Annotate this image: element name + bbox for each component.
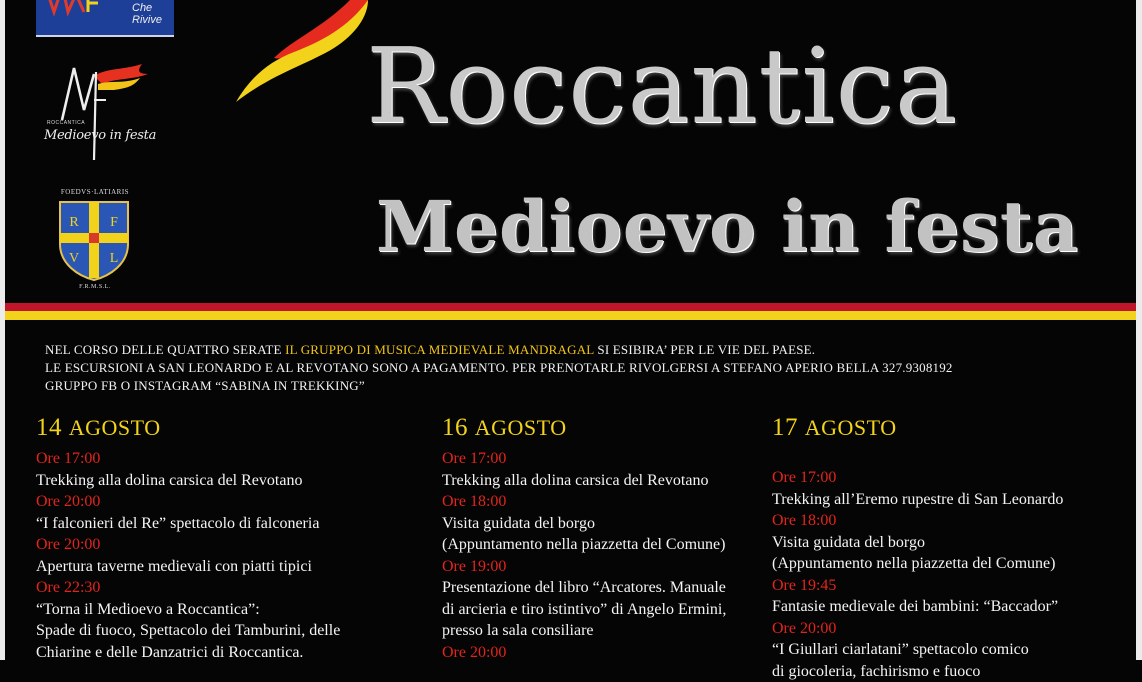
logo-script-text: Medioevo in festa (44, 128, 157, 143)
event-description: Fantasie medievale dei bambini: “Baccador” (772, 598, 1059, 615)
notice-line-2: LE ESCURSIONI A SAN LEONARDO E AL REVOTANO SONO A PAGAMENTO. PER PRENOTARLE RIVOLGERSI A STEFANO APERIO BELLA 327.9308192 (45, 360, 953, 375)
event-description: Visita guidata del borgo (Appuntamento nella piazzetta del Comune) (442, 514, 726, 553)
event-time: Ore 18:00 (442, 493, 507, 510)
medioevo-festa-logo-icon (44, 60, 156, 170)
event-time: Ore 19:45 (772, 576, 837, 594)
frame-edge-right (1136, 0, 1142, 660)
event-description: Visita guidata del borgo (Appuntamento nella piazzetta del Comune) (772, 533, 1056, 572)
event-time: Ore 20:00 (36, 536, 101, 553)
day-number: 16 (442, 414, 468, 441)
event-time: Ore 17:00 (442, 450, 507, 467)
notice-line-1 (45, 341, 1115, 359)
event-description: “I falconieri del Re” spettacolo di falconeria (36, 514, 320, 532)
event-time: Ore 17:00 (772, 469, 837, 486)
frame-edge-left (0, 0, 5, 660)
event-description: Presentazione del libro “Arcatores. Manuale di arcieria e tiro istintivo” di Angelo Ermini, presso la sala consiliare (442, 579, 727, 639)
event-time: Ore 17:00 (36, 450, 101, 467)
event-description: Trekking alla dolina carsica del Revotano (36, 471, 303, 489)
notice-highlight: IL GRUPPO DI MUSICA MEDIEVALE MANDRAGAL (285, 342, 594, 357)
event-time: Ore 18:00 (772, 512, 837, 529)
event-time: Ore 22:30 (36, 579, 101, 596)
event-time: Ore 20:00 (36, 493, 101, 510)
event-time: Ore 20:00 (442, 643, 507, 661)
day-month: AGOSTO (68, 415, 161, 440)
badge-monogram-icon (44, 0, 100, 18)
event-time: Ore 19:00 (442, 557, 507, 575)
association-badge-logo (36, 0, 174, 37)
notice-line-1-pre: NEL CORSO DELLE QUATTRO SERATE (45, 342, 286, 357)
shield-crest-icon (58, 200, 130, 282)
logo-small-text: ROCCANTICA (47, 120, 86, 126)
shield-letter-v: V (68, 251, 80, 266)
event-subtitle: Medioevo in festa (376, 185, 1079, 268)
day-title (36, 408, 396, 448)
shield-letter-r: R (69, 215, 79, 230)
stripe-yellow (5, 311, 1136, 320)
event-description: “I Giullari ciarlatani” spettacolo comico di giocoleria, fachirismo e fuoco (772, 641, 1029, 680)
day-column-16 (442, 408, 802, 663)
day-number: 14 (36, 414, 62, 441)
event-description: Apertura taverne medievali con piatti tipici (36, 557, 312, 575)
day-number: 17 (772, 414, 798, 441)
event-time: Ore 20:00 (772, 619, 837, 637)
stripe-red (5, 303, 1136, 311)
flag-flame-icon (232, 0, 372, 104)
notice-line-3: GRUPPO FB O INSTAGRAM “SABINA IN TREKKING” (45, 378, 365, 393)
day-column-17 (772, 408, 1122, 682)
day-column-14 (36, 408, 396, 663)
day-month: AGOSTO (474, 415, 567, 440)
notice-line-1-post: SI ESIBIRA’ PER LE VIE DEL PAESE. (593, 342, 816, 357)
day-title (772, 408, 1122, 448)
event-title: Roccantica (366, 25, 958, 147)
event-description: Trekking alla dolina carsica del Revotano (442, 471, 709, 489)
event-description: “Torna il Medioevo a Roccantica”: Spade di fuoco, Spettacolo dei Tamburini, delle Chiarine e delle Danzatrici di Roccantica. (36, 600, 341, 661)
badge-text: Che Rivive (132, 2, 162, 26)
event-description: Trekking all’Eremo rupestre di San Leonardo (772, 490, 1064, 508)
shield-caption-top: FOEDVS·LATIARIS (60, 188, 130, 196)
day-title (442, 408, 802, 448)
shield-letter-f: F (110, 215, 118, 230)
shield-caption-bottom: F.R.M.S.L. (79, 284, 111, 290)
day-month: AGOSTO (804, 415, 897, 440)
notice-block (45, 341, 1115, 395)
shield-letter-l: L (109, 251, 119, 266)
